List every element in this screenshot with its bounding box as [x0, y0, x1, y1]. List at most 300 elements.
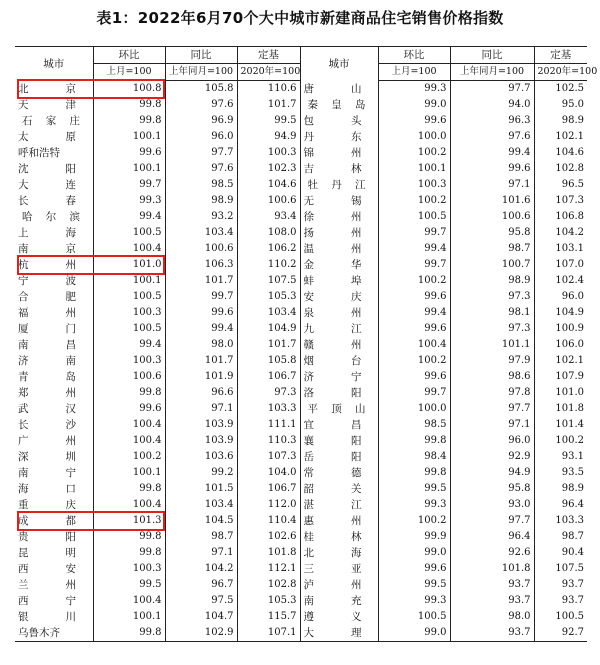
base-value-right: 101.4 — [534, 417, 587, 433]
yoy-value-left: 97.6 — [165, 97, 237, 113]
mom-value-left: 100.5 — [93, 289, 165, 305]
table-row — [15, 81, 587, 98]
city-label: 天 津 — [18, 99, 76, 111]
yoy-value-left: 97.1 — [165, 545, 237, 561]
yoy-value-left: 99.7 — [165, 289, 237, 305]
city-name-left — [15, 113, 93, 129]
base-value-left: 99.5 — [237, 113, 300, 129]
yoy-value-right: 94.9 — [450, 465, 534, 481]
base-value-right: 98.9 — [534, 113, 587, 129]
yoy-value-right: 98.1 — [450, 305, 534, 321]
city-label: 海 口 — [18, 483, 76, 495]
base-value-right: 104.2 — [534, 225, 587, 241]
city-name-right — [300, 337, 378, 353]
city-name-right — [300, 321, 378, 337]
city-name-right — [300, 609, 378, 625]
mom-value-left: 100.5 — [93, 225, 165, 241]
city-name-left — [15, 81, 93, 98]
city-label: 宜 昌 — [303, 419, 362, 431]
yoy-value-right: 93.7 — [450, 625, 534, 642]
table-row — [15, 241, 587, 257]
yoy-value-left: 96.0 — [165, 129, 237, 145]
mom-value-left: 99.4 — [93, 337, 165, 353]
table-row — [15, 481, 587, 497]
city-label: 贵 阳 — [18, 531, 76, 543]
header-city-right: 城市 — [300, 47, 378, 81]
yoy-value-left: 99.6 — [165, 305, 237, 321]
city-name-right — [300, 385, 378, 401]
city-name-right — [300, 465, 378, 481]
header-yoy-left: 同比 — [165, 47, 237, 64]
city-name-left — [15, 337, 93, 353]
base-value-left: 101.8 — [237, 545, 300, 561]
city-label: 西 安 — [18, 563, 76, 575]
city-name-left — [15, 353, 93, 369]
base-value-right: 107.9 — [534, 369, 587, 385]
base-value-right: 102.8 — [534, 161, 587, 177]
city-name-left — [15, 273, 93, 289]
mom-value-left: 99.6 — [93, 401, 165, 417]
city-name-left — [15, 145, 93, 161]
base-value-right: 103.3 — [534, 513, 587, 529]
yoy-value-left: 101.7 — [165, 273, 237, 289]
base-value-right: 100.5 — [534, 609, 587, 625]
city-name-right — [300, 433, 378, 449]
header-base-right: 定基 — [534, 47, 587, 64]
yoy-value-left: 103.9 — [165, 417, 237, 433]
mom-value-right: 99.7 — [378, 385, 450, 401]
city-label: 乌鲁木齐 — [18, 627, 60, 639]
city-name-right — [300, 257, 378, 273]
city-label: 合 肥 — [18, 291, 76, 303]
table-row — [15, 145, 587, 161]
mom-value-right: 99.7 — [378, 225, 450, 241]
city-name-left — [15, 593, 93, 609]
mom-value-left: 100.2 — [93, 449, 165, 465]
table-row — [15, 625, 587, 642]
city-label: 沈 阳 — [18, 163, 76, 175]
city-name-left — [15, 129, 93, 145]
city-label: 赣 州 — [303, 339, 362, 351]
city-label: 惠 州 — [303, 515, 362, 527]
mom-value-right: 99.4 — [378, 305, 450, 321]
mom-value-right: 100.3 — [378, 177, 450, 193]
base-value-left: 101.7 — [237, 337, 300, 353]
base-value-left: 102.6 — [237, 529, 300, 545]
mom-value-left: 100.4 — [93, 497, 165, 513]
mom-value-right: 98.5 — [378, 417, 450, 433]
table-row — [15, 97, 587, 113]
city-label: 重 庆 — [18, 499, 76, 511]
city-label: 济 宁 — [303, 371, 362, 383]
city-label: 长 沙 — [18, 419, 76, 431]
header-city-left: 城市 — [15, 47, 93, 81]
table-row — [15, 577, 587, 593]
yoy-value-right: 97.7 — [450, 513, 534, 529]
base-value-right: 98.7 — [534, 529, 587, 545]
base-value-left: 104.6 — [237, 177, 300, 193]
city-label: 襄 阳 — [303, 435, 362, 447]
mom-value-right: 99.0 — [378, 625, 450, 642]
mom-value-right: 100.2 — [378, 145, 450, 161]
yoy-value-right: 97.1 — [450, 177, 534, 193]
mom-value-left: 99.4 — [93, 209, 165, 225]
base-value-left: 115.7 — [237, 609, 300, 625]
yoy-value-right: 100.7 — [450, 257, 534, 273]
city-label: 武 汉 — [18, 403, 76, 415]
mom-value-left: 99.8 — [93, 113, 165, 129]
base-value-right: 102.5 — [534, 81, 587, 98]
city-label: 平顶山 — [307, 403, 366, 415]
table-row — [15, 369, 587, 385]
base-value-left: 105.3 — [237, 593, 300, 609]
city-name-left — [15, 401, 93, 417]
mom-value-right: 100.2 — [378, 193, 450, 209]
city-name-right — [300, 529, 378, 545]
city-label: 大 理 — [303, 627, 362, 639]
city-label: 徐 州 — [303, 211, 362, 223]
base-value-left: 100.3 — [237, 145, 300, 161]
base-value-right: 101.8 — [534, 401, 587, 417]
yoy-value-left: 98.0 — [165, 337, 237, 353]
mom-value-left: 101.0 — [93, 257, 165, 273]
city-label: 牡丹江 — [307, 179, 366, 191]
base-value-left: 110.2 — [237, 257, 300, 273]
yoy-value-right: 93.0 — [450, 497, 534, 513]
price-index-table — [15, 46, 598, 642]
mom-value-right: 100.5 — [378, 609, 450, 625]
city-label: 唐 山 — [303, 82, 362, 95]
yoy-value-left: 98.9 — [165, 193, 237, 209]
city-label: 成 都 — [18, 515, 76, 527]
city-label: 南 京 — [18, 243, 76, 255]
base-value-right: 93.7 — [534, 593, 587, 609]
mom-value-right: 99.4 — [378, 241, 450, 257]
table-row — [15, 193, 587, 209]
yoy-value-right: 94.0 — [450, 97, 534, 113]
city-name-right — [300, 129, 378, 145]
city-name-right — [300, 353, 378, 369]
table-row — [15, 113, 587, 129]
city-label: 蚌 埠 — [303, 275, 362, 287]
base-value-right: 90.4 — [534, 545, 587, 561]
table-row — [15, 289, 587, 305]
mom-value-right: 99.5 — [378, 577, 450, 593]
city-label: 青 岛 — [18, 371, 76, 383]
city-name-left — [15, 545, 93, 561]
mom-value-right: 99.3 — [378, 497, 450, 513]
yoy-value-left: 99.4 — [165, 321, 237, 337]
city-name-right — [300, 545, 378, 561]
yoy-value-left: 97.7 — [165, 145, 237, 161]
table-row — [15, 561, 587, 577]
yoy-value-left: 101.7 — [165, 353, 237, 369]
base-value-left: 94.9 — [237, 129, 300, 145]
table-row — [15, 337, 587, 353]
header-base-sub-left: 2020年=100 — [237, 64, 300, 81]
city-label: 昆 明 — [18, 547, 76, 559]
city-name-right — [300, 177, 378, 193]
mom-value-left: 100.4 — [93, 433, 165, 449]
mom-value-left: 100.1 — [93, 609, 165, 625]
table-title: 表1：2022年6月70个大中城市新建商品住宅销售价格指数 — [96, 9, 504, 27]
city-label: 西 宁 — [18, 595, 76, 607]
city-label: 宁 波 — [18, 275, 76, 287]
mom-value-left: 100.4 — [93, 593, 165, 609]
city-label: 哈尔滨 — [22, 211, 80, 223]
yoy-value-left: 104.5 — [165, 513, 237, 529]
header-mom-sub-right: 上月=100 — [378, 64, 450, 81]
city-label: 上 海 — [18, 227, 76, 239]
mom-value-right: 99.0 — [378, 545, 450, 561]
mom-value-left: 100.3 — [93, 305, 165, 321]
base-value-left: 104.0 — [237, 465, 300, 481]
mom-value-right: 100.2 — [378, 353, 450, 369]
city-label: 南 宁 — [18, 467, 76, 479]
mom-value-right: 99.3 — [378, 81, 450, 98]
yoy-value-left: 98.5 — [165, 177, 237, 193]
base-value-left: 106.7 — [237, 481, 300, 497]
base-value-left: 107.3 — [237, 449, 300, 465]
city-name-left — [15, 225, 93, 241]
base-value-right: 96.5 — [534, 177, 587, 193]
yoy-value-right: 96.3 — [450, 113, 534, 129]
base-value-left: 112.1 — [237, 561, 300, 577]
base-value-right: 106.8 — [534, 209, 587, 225]
city-name-left — [15, 449, 93, 465]
header-mom-sub-left: 上月=100 — [93, 64, 165, 81]
mom-value-left: 100.1 — [93, 129, 165, 145]
city-label: 岳 阳 — [303, 451, 362, 463]
city-label: 常 德 — [303, 467, 362, 479]
base-value-right: 107.0 — [534, 257, 587, 273]
city-label: 银 川 — [18, 611, 76, 623]
city-label: 南 充 — [303, 595, 362, 607]
base-value-left: 106.2 — [237, 241, 300, 257]
yoy-value-left: 96.9 — [165, 113, 237, 129]
base-value-left: 101.7 — [237, 97, 300, 113]
city-name-left — [15, 481, 93, 497]
table-body — [15, 81, 587, 642]
base-value-right: 93.1 — [534, 449, 587, 465]
yoy-value-left: 106.3 — [165, 257, 237, 273]
city-name-left — [15, 513, 93, 529]
base-value-left: 107.5 — [237, 273, 300, 289]
yoy-value-right: 98.7 — [450, 241, 534, 257]
city-label: 桂 林 — [303, 531, 362, 543]
yoy-value-left: 96.6 — [165, 385, 237, 401]
table-row — [15, 161, 587, 177]
city-name-left — [15, 161, 93, 177]
base-value-right: 98.9 — [534, 481, 587, 497]
base-value-right: 107.5 — [534, 561, 587, 577]
mom-value-right: 99.6 — [378, 369, 450, 385]
city-label: 吉 林 — [303, 163, 362, 175]
city-label: 北 京 — [18, 82, 76, 95]
yoy-value-right: 99.4 — [450, 145, 534, 161]
city-name-left — [15, 257, 93, 273]
table-row — [15, 129, 587, 145]
mom-value-left: 99.8 — [93, 529, 165, 545]
base-value-right: 100.9 — [534, 321, 587, 337]
city-label: 兰 州 — [18, 579, 76, 591]
yoy-value-left: 103.4 — [165, 497, 237, 513]
base-value-right: 96.4 — [534, 497, 587, 513]
mom-value-right: 99.6 — [378, 113, 450, 129]
table-row — [15, 177, 587, 193]
yoy-value-left: 103.6 — [165, 449, 237, 465]
yoy-value-right: 92.9 — [450, 449, 534, 465]
table-row — [15, 225, 587, 241]
base-value-left: 106.7 — [237, 369, 300, 385]
mom-value-left: 100.4 — [93, 241, 165, 257]
table-row — [15, 401, 587, 417]
base-value-left: 107.1 — [237, 625, 300, 642]
yoy-value-left: 103.4 — [165, 225, 237, 241]
yoy-value-right: 96.4 — [450, 529, 534, 545]
city-name-left — [15, 241, 93, 257]
table-row — [15, 529, 587, 545]
mom-value-left: 99.8 — [93, 625, 165, 642]
city-name-right — [300, 417, 378, 433]
yoy-value-right: 96.0 — [450, 433, 534, 449]
table-row — [15, 209, 587, 225]
city-label: 杭 州 — [18, 259, 76, 271]
yoy-value-right: 101.1 — [450, 337, 534, 353]
yoy-value-left: 101.5 — [165, 481, 237, 497]
base-value-left: 103.3 — [237, 401, 300, 417]
base-value-left: 111.1 — [237, 417, 300, 433]
mom-value-left: 99.8 — [93, 481, 165, 497]
header-base-sub-right: 2020年=100 — [534, 64, 587, 81]
city-name-left — [15, 369, 93, 385]
city-name-left — [15, 305, 93, 321]
mom-value-left: 100.5 — [93, 321, 165, 337]
city-label: 郑 州 — [18, 387, 76, 399]
mom-value-left: 100.3 — [93, 561, 165, 577]
city-label: 北 海 — [303, 547, 362, 559]
table-row — [15, 353, 587, 369]
city-name-right — [300, 81, 378, 98]
mom-value-right: 98.4 — [378, 449, 450, 465]
city-label: 南 昌 — [18, 339, 76, 351]
base-value-left: 97.3 — [237, 385, 300, 401]
base-value-left: 108.0 — [237, 225, 300, 241]
header-yoy-right: 同比 — [450, 47, 534, 64]
base-value-right: 106.0 — [534, 337, 587, 353]
mom-value-right: 100.2 — [378, 273, 450, 289]
header-mom-left: 环比 — [93, 47, 165, 64]
city-name-right — [300, 449, 378, 465]
city-label: 泉 州 — [303, 307, 362, 319]
city-name-left — [15, 97, 93, 113]
yoy-value-right: 97.7 — [450, 81, 534, 98]
city-label: 济 南 — [18, 355, 76, 367]
city-name-right — [300, 561, 378, 577]
city-label: 三 亚 — [303, 563, 362, 575]
yoy-value-right: 98.0 — [450, 609, 534, 625]
city-name-right — [300, 209, 378, 225]
header-yoy-sub-left: 上年同月=100 — [165, 64, 237, 81]
yoy-value-right: 101.8 — [450, 561, 534, 577]
header-mom-right: 环比 — [378, 47, 450, 64]
mom-value-left: 99.3 — [93, 193, 165, 209]
yoy-value-right: 99.6 — [450, 161, 534, 177]
base-value-right: 100.2 — [534, 433, 587, 449]
yoy-value-left: 100.6 — [165, 241, 237, 257]
yoy-value-right: 97.7 — [450, 401, 534, 417]
base-value-right: 93.5 — [534, 465, 587, 481]
yoy-value-left: 103.9 — [165, 433, 237, 449]
city-name-left — [15, 497, 93, 513]
city-label: 洛 阳 — [303, 387, 362, 399]
base-value-right: 104.6 — [534, 145, 587, 161]
city-name-right — [300, 113, 378, 129]
table-row — [15, 513, 587, 529]
mom-value-left: 99.8 — [93, 97, 165, 113]
city-name-left — [15, 385, 93, 401]
mom-value-right: 100.1 — [378, 161, 450, 177]
base-value-left: 102.3 — [237, 161, 300, 177]
city-name-right — [300, 193, 378, 209]
yoy-value-right: 93.7 — [450, 577, 534, 593]
mom-value-left: 100.4 — [93, 417, 165, 433]
city-name-right — [300, 161, 378, 177]
city-label: 秦皇岛 — [307, 99, 366, 111]
base-value-right: 101.0 — [534, 385, 587, 401]
mom-value-left: 99.8 — [93, 545, 165, 561]
mom-value-left: 100.1 — [93, 273, 165, 289]
city-name-left — [15, 417, 93, 433]
table-row — [15, 465, 587, 481]
table-row — [15, 305, 587, 321]
city-label: 安 庆 — [303, 291, 362, 303]
city-label: 金 华 — [303, 259, 362, 271]
city-name-left — [15, 177, 93, 193]
yoy-value-right: 97.3 — [450, 321, 534, 337]
table-row — [15, 257, 587, 273]
city-label: 太 原 — [18, 131, 76, 143]
yoy-value-left: 97.1 — [165, 401, 237, 417]
city-name-left — [15, 193, 93, 209]
table-row — [15, 609, 587, 625]
mom-value-right: 99.6 — [378, 289, 450, 305]
table-row — [15, 321, 587, 337]
base-value-left: 110.6 — [237, 81, 300, 98]
city-label: 包 头 — [303, 115, 362, 127]
city-name-right — [300, 145, 378, 161]
base-value-left: 93.4 — [237, 209, 300, 225]
city-label: 福 州 — [18, 307, 76, 319]
base-value-right: 102.1 — [534, 353, 587, 369]
mom-value-left: 99.6 — [93, 145, 165, 161]
city-name-left — [15, 529, 93, 545]
city-name-right — [300, 225, 378, 241]
base-value-right: 92.7 — [534, 625, 587, 642]
mom-value-right: 99.7 — [378, 257, 450, 273]
table-row — [15, 433, 587, 449]
city-name-right — [300, 481, 378, 497]
city-name-right — [300, 625, 378, 642]
header-yoy-sub-right: 上年同月=100 — [450, 64, 534, 81]
table-row — [15, 545, 587, 561]
city-label: 湛 江 — [303, 499, 362, 511]
city-name-right — [300, 241, 378, 257]
mom-value-left: 100.6 — [93, 369, 165, 385]
mom-value-left: 99.8 — [93, 385, 165, 401]
mom-value-right: 100.0 — [378, 129, 450, 145]
base-value-right: 103.1 — [534, 241, 587, 257]
